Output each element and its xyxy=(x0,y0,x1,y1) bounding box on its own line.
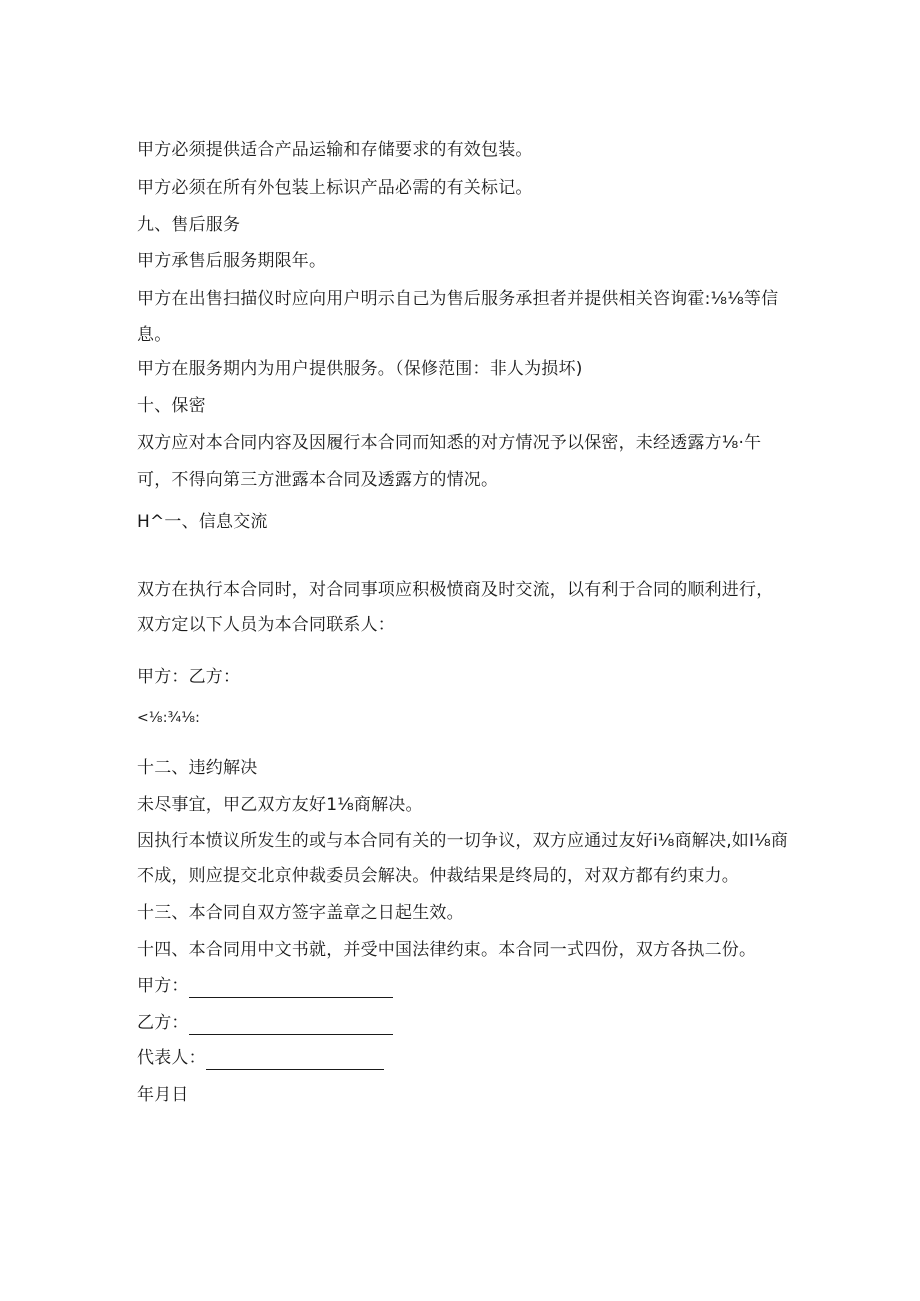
contact-parties: 甲方：乙方： xyxy=(137,667,241,687)
clause-service-provider-continued: 息。 xyxy=(137,325,172,345)
contact-details: <⅛:¾⅛: xyxy=(137,710,201,726)
clause-dispute-arbitration-continued: 不成，则应提交北京仲裁委员会解决。仲裁结果是终局的，对双方都有约束力。 xyxy=(137,866,739,886)
clause-packaging-requirement: 甲方必须提供适合产品运输和存储要求的有效包装。 xyxy=(137,140,533,160)
clause-service-period: 甲方承售后服务期限年。 xyxy=(137,251,327,271)
signature-representative-field[interactable] xyxy=(206,1051,384,1070)
signature-party-a xyxy=(137,974,393,998)
signature-representative-label: 代表人： xyxy=(137,1048,206,1068)
clause-information-exchange-continued: 双方定以下人员为本合同联系人： xyxy=(137,615,395,635)
clause-packaging-marking: 甲方必须在所有外包装上标识产品必需的有关标记。 xyxy=(137,178,533,198)
signature-party-b-label: 乙方： xyxy=(137,1013,189,1033)
section-heading-information-exchange: H^一、信息交流 xyxy=(137,512,268,532)
clause-warranty-scope: 甲方在服务期内为用户提供服务。（保修范围：非人为损坏) xyxy=(137,359,583,379)
signature-representative xyxy=(137,1046,384,1070)
clause-governing-language: 十四、本合同用中文书就，并受中国法律约束。本合同一式四份，双方各执二份。 xyxy=(137,940,757,960)
signature-date: 年月日 xyxy=(137,1085,189,1105)
signature-party-a-field[interactable] xyxy=(189,979,393,998)
clause-effective-date: 十三、本合同自双方签字盖章之日起生效。 xyxy=(137,903,464,923)
clause-confidentiality: 双方应对本合同内容及因履行本合同而知悉的对方情况予以保密，未经透露方⅛·午 xyxy=(137,433,762,453)
clause-confidentiality-continued: 可，不得向第三方泄露本合同及透露方的情况。 xyxy=(137,470,499,490)
section-heading-dispute-resolution: 十二、违约解决 xyxy=(137,758,258,778)
clause-dispute-arbitration: 因执行本愤议所发生的或与本合同有关的一切争议，双方应通过友好i⅛商解决,如I⅛商 xyxy=(137,831,789,851)
signature-party-b-field[interactable] xyxy=(189,1016,393,1035)
clause-information-exchange: 双方在执行本合同时，对合同事项应积极愤商及时交流，以有利于合同的顺利进行， xyxy=(137,580,774,600)
section-heading-after-sales: 九、售后服务 xyxy=(137,215,241,235)
signature-party-b xyxy=(137,1011,393,1035)
signature-party-a-label: 甲方： xyxy=(137,976,189,996)
clause-service-provider: 甲方在出售扫描仪时应向用户明示自己为售后服务承担者并提供相关咨询霍:⅛⅛等信 xyxy=(137,289,779,309)
section-heading-confidentiality: 十、保密 xyxy=(137,396,206,416)
clause-unresolved-matters: 未尽事宜，甲乙双方友好1⅛商解决。 xyxy=(137,795,423,815)
